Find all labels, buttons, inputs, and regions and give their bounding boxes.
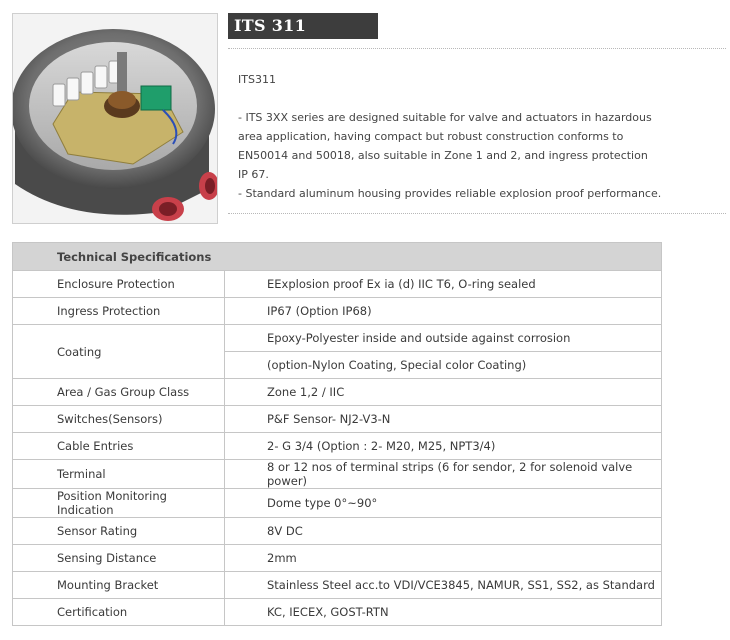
- spec-value: Stainless Steel acc.to VDI/VCE3845, NAMUR, SS1, SS2, as Standard: [225, 572, 662, 599]
- spec-label: Area / Gas Group Class: [13, 379, 225, 406]
- product-model: ITS311: [238, 73, 276, 86]
- spec-value: 2- G 3/4 (Option : 2- M20, M25, NPT3/4): [225, 433, 662, 460]
- spec-value: Zone 1,2 / IIC: [225, 379, 662, 406]
- spec-value: P&F Sensor- NJ2-V3-N: [225, 406, 662, 433]
- divider-bottom: [228, 213, 726, 214]
- table-row: [13, 325, 662, 352]
- spec-value: EExplosion proof Ex ia (d) IIC T6, O-ring sealed: [225, 271, 662, 298]
- spec-value: (option-Nylon Coating, Special color Coating): [225, 352, 662, 379]
- spec-label: Cable Entries: [13, 433, 225, 460]
- description-line: area application, having compact but robust construction conforms to: [238, 130, 624, 143]
- spec-label: Enclosure Protection: [13, 271, 225, 298]
- spec-value: 8 or 12 nos of terminal strips (6 for sendor, 2 for solenoid valve power): [225, 460, 662, 489]
- divider-top: [228, 48, 726, 49]
- product-title: ITS 311: [234, 16, 307, 35]
- spec-label: Sensor Rating: [13, 518, 225, 545]
- spec-label: Position Monitoring Indication: [13, 489, 225, 518]
- spec-label: Switches(Sensors): [13, 406, 225, 433]
- table-row: [13, 518, 662, 545]
- spec-value: IP67 (Option IP68): [225, 298, 662, 325]
- product-photo: [12, 13, 218, 224]
- table-row: [13, 489, 662, 518]
- description-line: - Standard aluminum housing provides reliable explosion proof performance.: [238, 187, 662, 200]
- table-row: [13, 572, 662, 599]
- table-row: [13, 433, 662, 460]
- table-row: [13, 460, 662, 489]
- spec-label: Ingress Protection: [13, 298, 225, 325]
- product-description: [238, 70, 718, 203]
- description-line: EN50014 and 50018, also suitable in Zone 1 and 2, and ingress protection: [238, 149, 648, 162]
- spec-label: Certification: [13, 599, 225, 626]
- spec-value: 8V DC: [225, 518, 662, 545]
- spec-value: KC, IECEX, GOST-RTN: [225, 599, 662, 626]
- spec-value: Dome type 0°~90°: [225, 489, 662, 518]
- table-row: [13, 545, 662, 572]
- description-line: - ITS 3XX series are designed suitable for valve and actuators in hazardous: [238, 111, 652, 124]
- description-line: IP 67.: [238, 168, 269, 181]
- spec-label: Terminal: [13, 460, 225, 489]
- table-row: [13, 298, 662, 325]
- table-row: [13, 271, 662, 298]
- table-row: [13, 599, 662, 626]
- spec-label: Sensing Distance: [13, 545, 225, 572]
- spec-value: Epoxy-Polyester inside and outside against corrosion: [225, 325, 662, 352]
- switch-box-illustration: [13, 14, 217, 223]
- spec-label: Mounting Bracket: [13, 572, 225, 599]
- table-heading: Technical Specifications: [13, 243, 662, 271]
- spec-label: Coating: [13, 325, 225, 379]
- table-header-row: [13, 243, 662, 271]
- spec-value: 2mm: [225, 545, 662, 572]
- table-row: [13, 379, 662, 406]
- specifications-table: [12, 242, 662, 626]
- product-title-bar: [228, 13, 378, 39]
- table-row: [13, 406, 662, 433]
